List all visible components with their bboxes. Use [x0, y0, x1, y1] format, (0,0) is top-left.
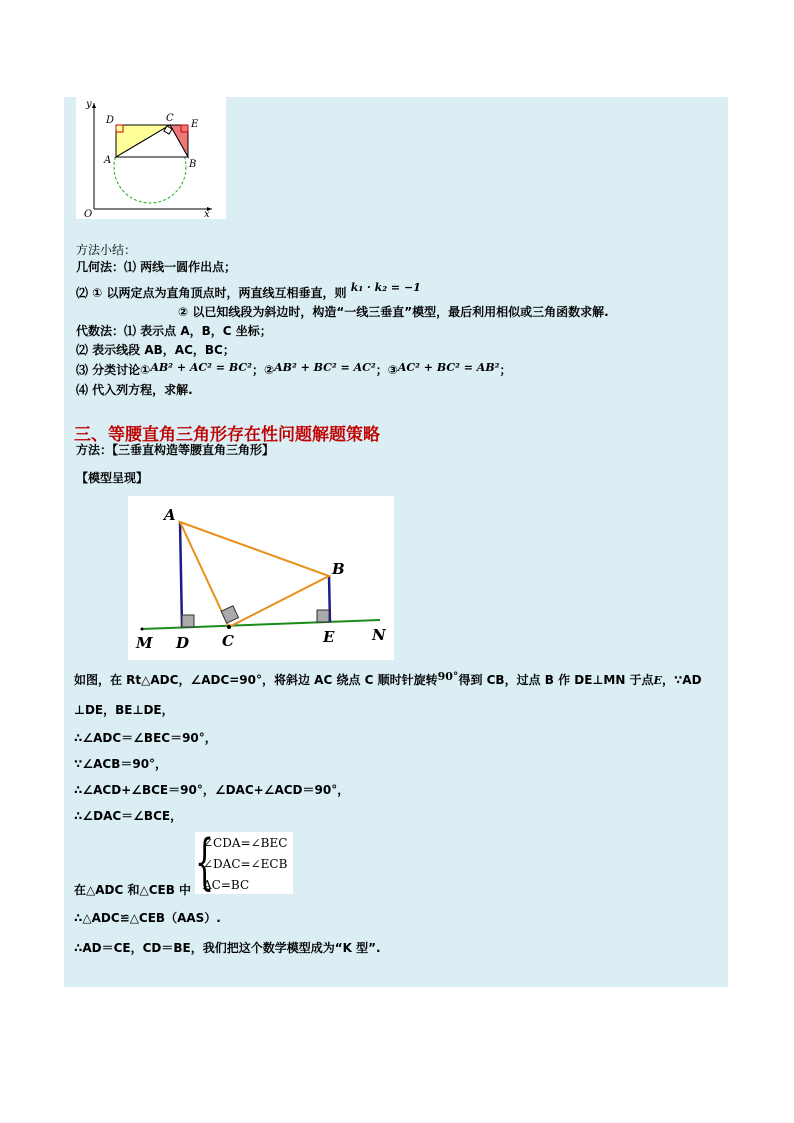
- label-o: O: [84, 209, 93, 219]
- sys-row2: ∠DAC=∠ECB: [203, 857, 288, 871]
- label-a: A: [164, 506, 176, 524]
- coordinate-figure: [76, 97, 226, 219]
- right-angle-d: [182, 615, 194, 627]
- item2a: [76, 281, 421, 302]
- item2a-formula: k₁ · k₂ = −1: [350, 281, 421, 294]
- point-m: [141, 628, 144, 631]
- label-y: y: [86, 99, 92, 110]
- summary-title: 方法小结：: [76, 243, 137, 257]
- proof-line7: 在△ADC 和△CEB 中: [74, 883, 192, 897]
- right-angle-e: [317, 610, 329, 622]
- alg-item3: [76, 362, 511, 379]
- alg-item4: ⑷ 代入列方程，求解.: [76, 383, 193, 397]
- proof-line4: ∵∠ACB＝90°，: [74, 757, 168, 771]
- proof-line6: ∴∠DAC＝∠BCE，: [74, 809, 183, 823]
- sys-row3: AC=BC: [203, 878, 250, 892]
- model-label: 【模型呈现】: [76, 471, 149, 485]
- proof-line8: ∴△ADC≌△CEB（AAS）.: [74, 911, 221, 925]
- section-heading: 三、等腰直角三角形存在性问题解题策略: [74, 425, 380, 445]
- proof-line9: ∴AD＝CE，CD＝BE，我们把这个数学模型成为“K 型”.: [74, 941, 381, 955]
- right-angle-c: [221, 606, 238, 623]
- item2a-text: ⑵ ① 以两定点为直角顶点时，两直线互相垂直，则: [76, 286, 347, 300]
- proof-angle: 90°: [437, 670, 459, 683]
- label-e: E: [191, 119, 199, 130]
- label-x: x: [204, 209, 210, 219]
- sys-row1: ∠CDA=∠BEC: [203, 836, 288, 850]
- coordinate-figure-svg: [76, 97, 226, 219]
- line-mn: [142, 620, 380, 629]
- alg3-end: ；: [499, 363, 512, 377]
- label-e: E: [323, 628, 335, 646]
- label-a: A: [104, 155, 112, 166]
- point-c: [227, 625, 231, 629]
- proof-line3: ∴∠ADC＝∠BEC＝90°，: [74, 731, 217, 745]
- proof-line1: [74, 672, 702, 689]
- brace-icon: {: [195, 827, 215, 897]
- proof-line5: ∴∠ACD+∠BCE＝90°，∠DAC+∠ACD＝90°，: [74, 783, 350, 797]
- alg-item2: ⑵ 表示线段 AB，AC，BC；: [76, 343, 235, 357]
- k-model-svg: [128, 496, 394, 660]
- congruence-system: [195, 827, 293, 897]
- alg3-prefix: ⑶ 分类讨论①: [76, 363, 151, 377]
- label-c: C: [166, 113, 174, 124]
- label-d: D: [106, 115, 115, 126]
- k-model-figure: [128, 496, 394, 660]
- y-axis-arrow-icon: [92, 103, 96, 108]
- label-c: C: [222, 632, 234, 650]
- alg3-sep1: ；②: [251, 363, 275, 377]
- proof-l1c: ，∵AD: [661, 673, 702, 687]
- alg3-sep2: ；③: [375, 363, 398, 377]
- perp-ad: [180, 522, 182, 627]
- proof-line2: ⊥DE，BE⊥DE，: [74, 703, 174, 717]
- proof-l1b: 得到 CB，过点 B 作 DE⊥MN 于点: [458, 673, 654, 687]
- label-d: D: [176, 634, 190, 652]
- alg-method: 代数法：⑴ 表示点 A，B，C 坐标；: [76, 324, 272, 338]
- alg3-formula3: AC² + BC² = AB²: [397, 361, 500, 374]
- label-b: B: [189, 159, 197, 170]
- alg3-formula1: AB² + AC² = BC²: [150, 361, 252, 374]
- orange-triangle: [180, 522, 329, 627]
- geo-method: 几何法：⑴ 两线一圆作出点；: [76, 260, 237, 274]
- alg3-formula2: AB² + BC² = AC²: [274, 361, 376, 374]
- item2b: ② 以已知线段为斜边时，构造“一线三垂直”模型，最后利用相似或三角函数求解.: [178, 305, 609, 319]
- label-b: B: [332, 560, 345, 578]
- method-line: 方法：【三垂直构造等腰直角三角形】: [76, 443, 275, 457]
- label-m: M: [136, 634, 153, 652]
- proof-l1a: 如图，在 Rt△ADC，∠ADC=90°，将斜边 AC 绕点 C 顺时针旋转: [74, 673, 438, 687]
- proof-point-e: E: [653, 674, 662, 687]
- label-n: N: [372, 626, 386, 644]
